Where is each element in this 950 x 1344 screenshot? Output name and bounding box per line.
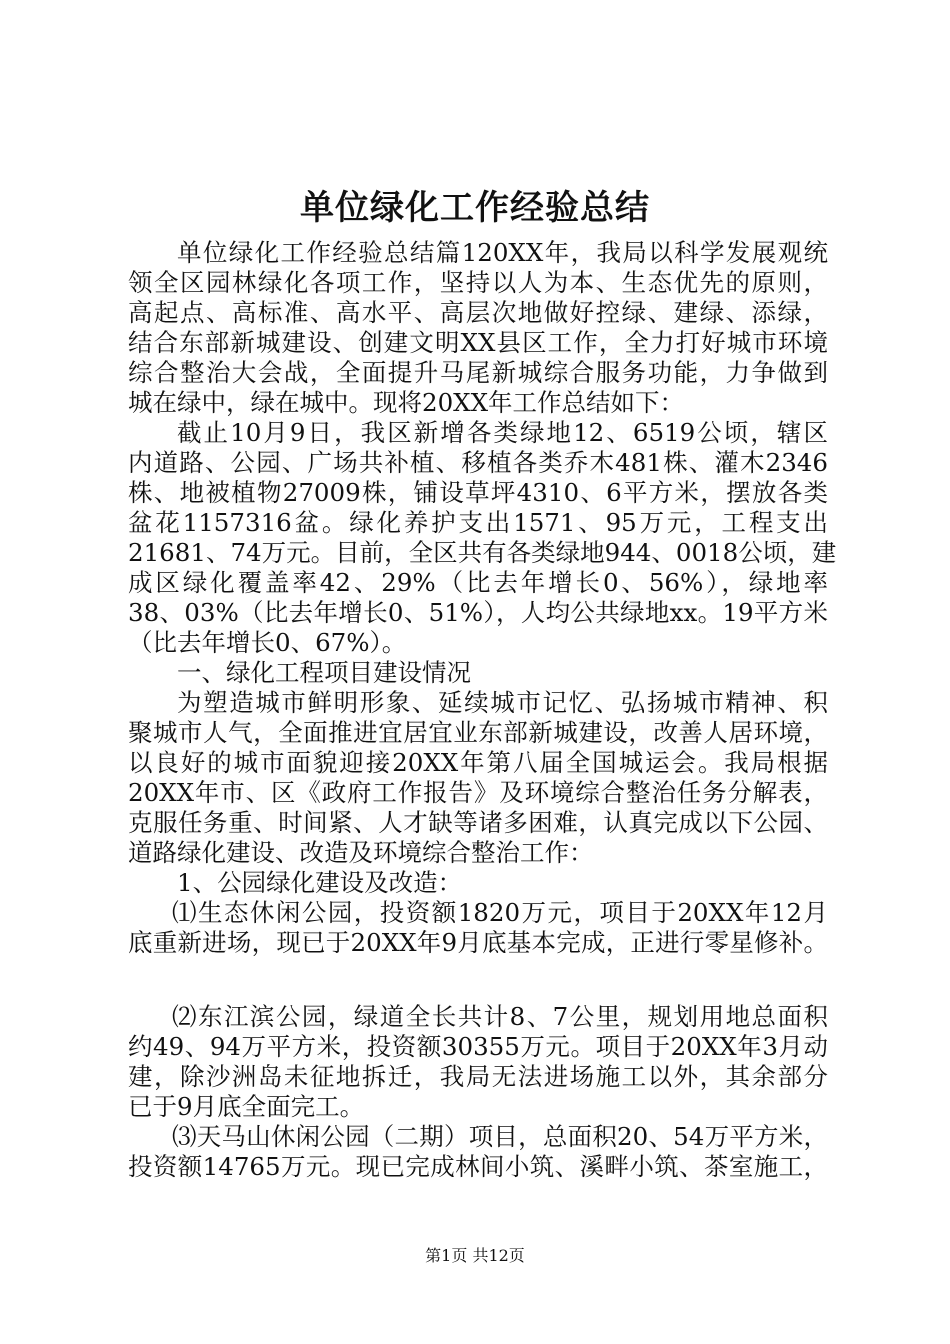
paragraph-line: 为塑造城市鲜明形象、延续城市记忆、弘扬城市精神、积 [177, 688, 828, 717]
paragraph-line: 株、地被植物27009株，铺设草坪4310、6平方米，摆放各类 [128, 478, 828, 507]
section-heading: 一、绿化工程项目建设情况 [177, 658, 471, 687]
paragraph-line: 投资额14765万元。现已完成林间小筑、溪畔小筑、茶室施工， [128, 1152, 828, 1181]
paragraph-line: 约49、94万平方米，投资额30355万元。项目于20XX年3月动 [128, 1032, 828, 1061]
paragraph-line: （比去年增长0、67%）。 [128, 628, 407, 657]
paragraph-line: 内道路、公园、广场共补植、移植各类乔木481株、灌木2346 [128, 448, 828, 477]
paragraph-line: 已于9月底全面完工。 [128, 1092, 365, 1121]
paragraph-line: ⑴生态休闲公园，投资额1820万元，项目于20XX年12月 [172, 898, 828, 927]
paragraph-line: 以良好的城市面貌迎接20XX年第八届全国城运会。我局根据 [128, 748, 828, 777]
paragraph-line: 领全区园林绿化各项工作，坚持以人为本、生态优先的原则， [128, 268, 828, 297]
subsection-heading: 1、公园绿化建设及改造： [177, 868, 463, 897]
paragraph-line: ⑵东江滨公园，绿道全长共计8、7公里，规划用地总面积 [172, 1002, 828, 1031]
paragraph-line: 结合东部新城建设、创建文明XX县区工作，全力打好城市环境 [128, 328, 828, 357]
paragraph-line: 截止10月9日，我区新增各类绿地12、6519公顷，辖区 [177, 418, 828, 447]
paragraph-line: 20XX年市、区《政府工作报告》及环境综合整治任务分解表， [128, 778, 828, 807]
paragraph-line: 成区绿化覆盖率42、29%（比去年增长0、56%），绿地率 [128, 568, 828, 597]
paragraph-line: 城在绿中，绿在城中。现将20XX年工作总结如下： [128, 388, 685, 417]
paragraph-line: 克服任务重、时间紧、人才缺等诸多困难，认真完成以下公园、 [128, 808, 828, 837]
paragraph-line: 建，除沙洲岛未征地拆迁，我局无法进场施工以外，其余部分 [128, 1062, 828, 1091]
document-title: 单位绿化工作经验总结 [300, 188, 650, 228]
paragraph-line: 聚城市人气，全面推进宜居宜业东部新城建设，改善人居环境， [128, 718, 828, 747]
blank-gap [128, 958, 828, 1002]
document-body [128, 238, 837, 1182]
paragraph-line: 道路绿化建设、改造及环境综合整治工作： [128, 838, 594, 867]
paragraph-line: 38、03%（比去年增长0、51%），人均公共绿地xx。19平方米 [128, 598, 828, 627]
paragraph-line: 21681、74万元。目前，全区共有各类绿地944、0018公顷，建 [128, 538, 837, 567]
paragraph-line: ⑶天马山休闲公园（二期）项目，总面积20、54万平方米， [172, 1122, 828, 1151]
paragraph-line: 单位绿化工作经验总结篇120XX年，我局以科学发展观统 [177, 238, 828, 267]
paragraph-line: 综合整治大会战，全面提升马尾新城综合服务功能，力争做到 [128, 358, 828, 387]
paragraph-line: 高起点、高标准、高水平、高层次地做好控绿、建绿、添绿， [128, 298, 828, 327]
paragraph-line: 底重新进场，现已于20XX年9月底基本完成，正进行零星修补。 [128, 928, 828, 957]
paragraph-line: 盆花1157316盆。绿化养护支出1571、95万元，工程支出 [128, 508, 828, 537]
page-footer: 第1页 共12页 [425, 1246, 525, 1265]
